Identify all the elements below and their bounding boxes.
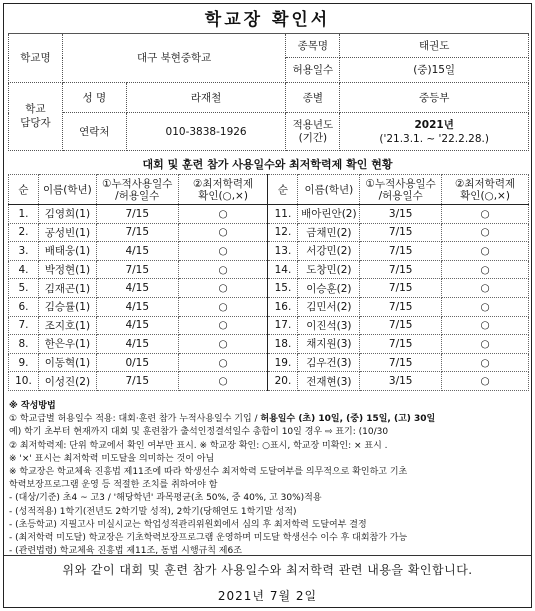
type-value: 중등부 — [340, 82, 529, 113]
note-line-4: ※ '×' 표시는 최저학력 미도달을 의미하는 것이 아님 — [9, 453, 215, 464]
row-days: 4/15 — [96, 242, 178, 261]
certificate-page — [3, 3, 532, 608]
row-num: 9. — [9, 353, 39, 372]
row-check: ○ — [178, 223, 268, 242]
row-days: 7/15 — [96, 205, 178, 224]
row-check: ○ — [178, 372, 268, 391]
row-check: ○ — [178, 316, 268, 335]
row-days: 4/15 — [96, 335, 178, 354]
row-check: ○ — [178, 279, 268, 298]
type-label: 종별 — [286, 82, 340, 113]
header-grade-left: ②최저학력제 확인(○,×) — [178, 175, 268, 205]
table-row — [9, 242, 529, 261]
row-days: 7/15 — [96, 260, 178, 279]
row-name: 김승률(1) — [38, 297, 96, 316]
row-name: 도창민(2) — [298, 260, 360, 279]
row-days: 7/15 — [360, 316, 442, 335]
row-name: 김우건(3) — [298, 353, 360, 372]
row-num: 20. — [268, 372, 298, 391]
row-name: 이동혁(1) — [38, 353, 96, 372]
event-label: 종목명 — [286, 34, 340, 58]
row-name: 채지원(3) — [298, 335, 360, 354]
header-num-left: 순 — [9, 175, 39, 205]
school-label: 학교명 — [9, 34, 63, 83]
confirm-date: 2021년 7월 2일 — [217, 589, 318, 603]
row-check: ○ — [178, 260, 268, 279]
row-num: 6. — [9, 297, 39, 316]
note-line-9: - (초등학교) 지필고사 미실시교는 학업성적관리위원회에서 심의 후 최저학력 도달여부 결정 — [9, 519, 367, 530]
row-days: 7/15 — [360, 353, 442, 372]
table-row — [9, 372, 529, 391]
row-check: ○ — [442, 372, 529, 391]
table-row — [9, 316, 529, 335]
row-check: ○ — [442, 353, 529, 372]
header-days-right: ①누적사용일수 /허용일수 — [360, 175, 442, 205]
period-label: 적용년도 (기간) — [286, 113, 340, 151]
note-line-11: - (관련법령) 학교체육 진흥법 제11조, 동법 시행규칙 제6조 — [9, 546, 242, 557]
note-line-7: - (대상/기준) 초4 ~ 고3 / '해당학년' 과목평균(초 50%, 중 40%, 고 30%)적용 — [9, 493, 322, 504]
row-check: ○ — [442, 335, 529, 354]
row-name: 전재현(3) — [298, 372, 360, 391]
note-line-8: - (성적적용) 1학기(전년도 2학기말 성적), 2학기(당해연도 1학기말 성적) — [9, 506, 297, 517]
period-range: ('21.3.1. ~ '22.2.28.) — [379, 132, 489, 145]
row-check: ○ — [442, 242, 529, 261]
row-name: 배태웅(1) — [38, 242, 96, 261]
note-line-10: - (최저학력 미도달) 학교장은 기초학력보장프로그램 운영하며 미도달 학생선수 이수 후 대회참가 가능 — [9, 533, 408, 544]
row-days: 0/15 — [96, 353, 178, 372]
row-num: 3. — [9, 242, 39, 261]
row-num: 18. — [268, 335, 298, 354]
row-num: 10. — [9, 372, 39, 391]
row-num: 8. — [9, 335, 39, 354]
student-list-table — [8, 174, 529, 391]
header-grade-right: ②최저학력제 확인(○,×) — [442, 175, 529, 205]
row-name: 김민서(2) — [298, 297, 360, 316]
row-num: 16. — [268, 297, 298, 316]
row-check: ○ — [178, 353, 268, 372]
row-days: 7/15 — [360, 260, 442, 279]
row-num: 13. — [268, 242, 298, 261]
row-name: 공성빈(1) — [38, 223, 96, 242]
row-name: 이승훈(2) — [298, 279, 360, 298]
table-row — [9, 297, 529, 316]
row-name: 배아린안(2) — [298, 205, 360, 224]
row-days: 3/15 — [360, 372, 442, 391]
row-days: 7/15 — [360, 223, 442, 242]
row-num: 17. — [268, 316, 298, 335]
period-value — [340, 113, 529, 151]
name-value: 라재철 — [126, 82, 286, 113]
row-check: ○ — [442, 297, 529, 316]
row-num: 2. — [9, 223, 39, 242]
section-title: 대회 및 훈련 참가 사용일수와 최저학력제 확인 현황 — [142, 158, 393, 171]
name-label: 성 명 — [62, 82, 126, 113]
row-num: 15. — [268, 279, 298, 298]
row-num: 7. — [9, 316, 39, 335]
row-check: ○ — [442, 316, 529, 335]
instructions-notes — [9, 400, 531, 558]
row-check: ○ — [442, 260, 529, 279]
row-name: 한은우(1) — [38, 335, 96, 354]
row-check: ○ — [442, 205, 529, 224]
row-days: 7/15 — [96, 223, 178, 242]
row-days: 7/15 — [360, 242, 442, 261]
header-days-left: ①누적사용일수 /허용일수 — [96, 175, 178, 205]
notes-heading: ※ 작성방법 — [9, 401, 56, 411]
row-name: 금채민(2) — [298, 223, 360, 242]
table-row — [9, 223, 529, 242]
page-title: 학교장 확인서 — [204, 10, 331, 30]
row-days: 7/15 — [360, 297, 442, 316]
row-check: ○ — [178, 297, 268, 316]
row-check: ○ — [178, 205, 268, 224]
table-row — [9, 353, 529, 372]
event-value: 태권도 — [340, 34, 529, 58]
row-check: ○ — [442, 223, 529, 242]
row-days: 7/15 — [96, 372, 178, 391]
allowed-days-label: 허용일수 — [286, 58, 340, 82]
allowed-days-value: (중)15일 — [340, 58, 529, 82]
row-check: ○ — [178, 242, 268, 261]
school-value: 대구 북현중학교 — [62, 34, 286, 83]
row-days: 7/15 — [360, 279, 442, 298]
row-name: 서강민(2) — [298, 242, 360, 261]
row-name: 김영희(1) — [38, 205, 96, 224]
divider — [4, 555, 531, 556]
note-line-5: ※ 학교장은 학교체육 진흥법 제11조에 따라 학생선수 최저학력 도달여부를 의무적으로 확인하고 기초 — [9, 467, 408, 478]
row-num: 1. — [9, 205, 39, 224]
row-name: 이진석(3) — [298, 316, 360, 335]
row-num: 14. — [268, 260, 298, 279]
phone-label: 연락처 — [62, 113, 126, 151]
row-check: ○ — [178, 335, 268, 354]
table-row — [9, 279, 529, 298]
table-row — [9, 260, 529, 279]
table-row — [9, 335, 529, 354]
note-line-1-bold: 허용일수 (초) 10일, (중) 15일, (고) 30일 — [260, 414, 436, 425]
header-num-right: 순 — [268, 175, 298, 205]
confirm-statement: 위와 같이 대회 및 훈련 참가 사용일수와 최저학력 관련 내용을 확인합니다. — [62, 563, 473, 577]
contact-person-label: 학교 담당자 — [9, 82, 63, 150]
note-line-6: 학력보장프로그램 운영 등 적절한 조치를 취하여야 함 — [9, 480, 218, 491]
row-check: ○ — [442, 279, 529, 298]
row-days: 4/15 — [96, 279, 178, 298]
note-line-3: ② 최저학력제: 단위 학교에서 확인 여부만 표시. ※ 학교장 확인: ○표시, 학교장 미확인: × 표시 . — [9, 440, 388, 451]
row-days: 4/15 — [96, 297, 178, 316]
row-num: 19. — [268, 353, 298, 372]
row-days: 3/15 — [360, 205, 442, 224]
row-days: 4/15 — [96, 316, 178, 335]
row-name: 김재곤(1) — [38, 279, 96, 298]
row-name: 박정현(1) — [38, 260, 96, 279]
note-line-1-text: ① 학교급별 허용일수 적용: 대회·훈련 참가 누적사용일수 기입 / — [9, 414, 261, 425]
row-num: 4. — [9, 260, 39, 279]
row-name: 이성진(2) — [38, 372, 96, 391]
row-name: 조지호(1) — [38, 316, 96, 335]
table-row — [9, 205, 529, 224]
row-num: 12. — [268, 223, 298, 242]
row-num: 5. — [9, 279, 39, 298]
phone-value: 010-3838-1926 — [126, 113, 286, 151]
row-num: 11. — [268, 205, 298, 224]
note-line-1 — [9, 413, 531, 426]
header-name-right: 이름(학년) — [298, 175, 360, 205]
header-name-left: 이름(학년) — [38, 175, 96, 205]
row-days: 7/15 — [360, 335, 442, 354]
info-table — [8, 33, 529, 151]
period-year: 2021년 — [414, 118, 454, 131]
note-line-2: 예) 학기 초부터 현재까지 대회 및 훈련참가 출석인정결석일수 총합이 10일 경우 ⇨ 표기: (10/30 — [9, 427, 389, 438]
